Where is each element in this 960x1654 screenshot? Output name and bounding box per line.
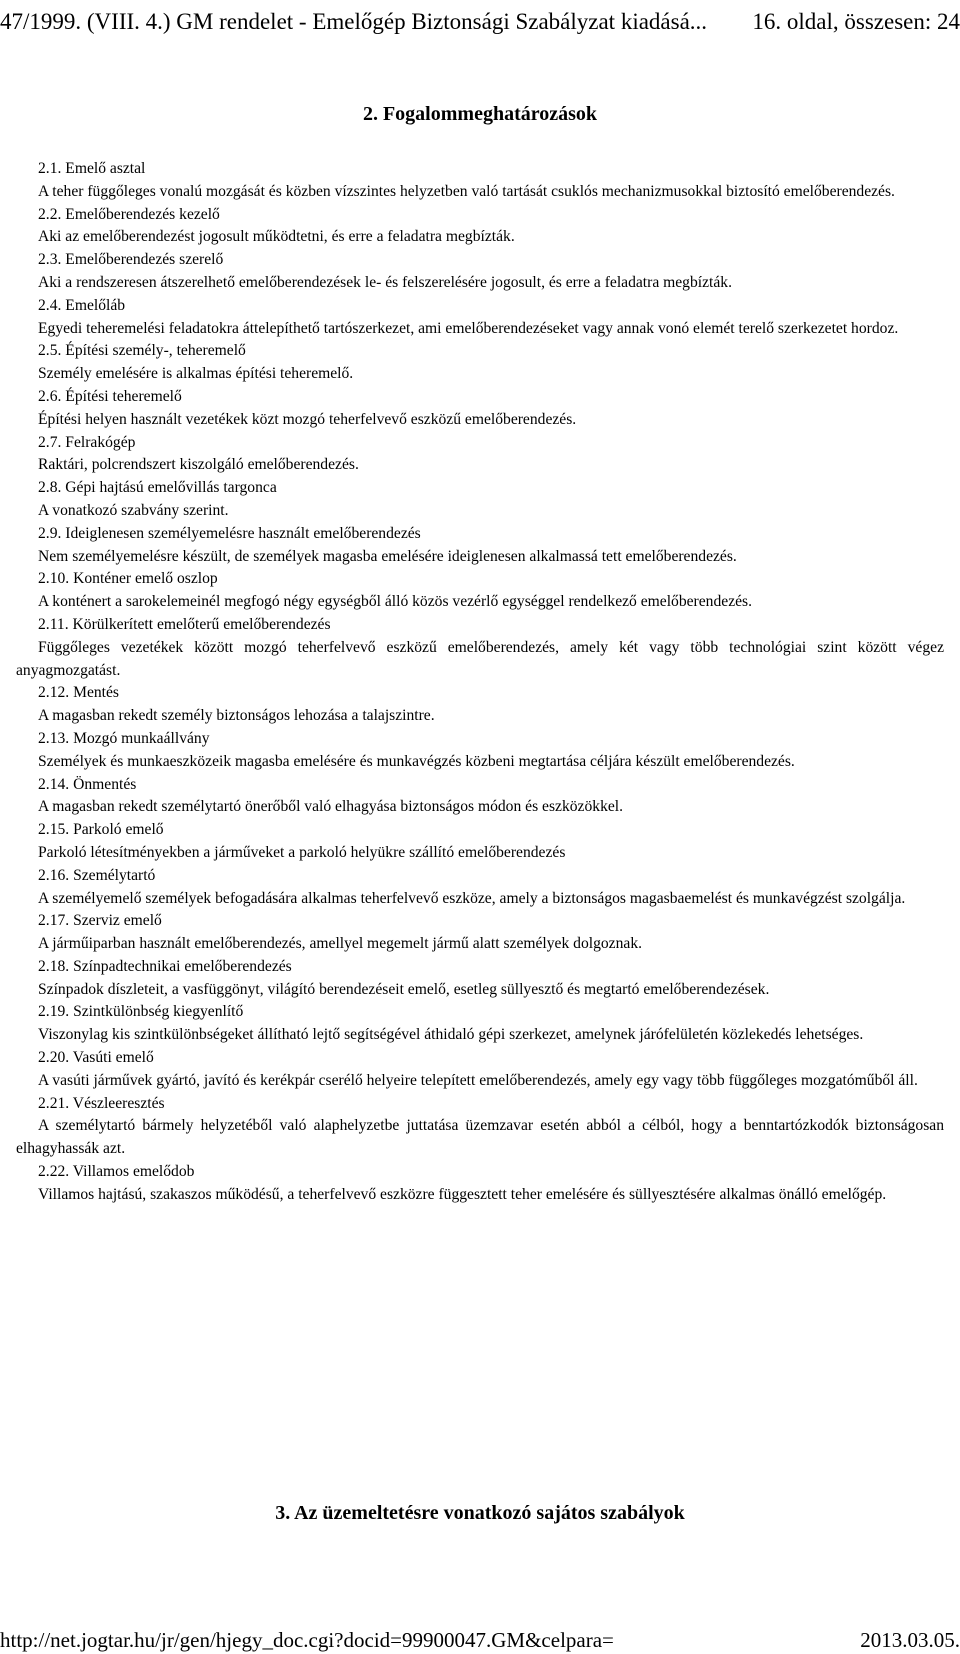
definition-item: [16, 682, 944, 728]
definition-item: [16, 568, 944, 614]
definition-text: Egyedi teheremelési feladatokra áttelepíthető tartószerkezet, ami emelőberendezéseket vagy annak vonó elemét terelő szerkezetet hordoz.: [38, 319, 899, 337]
definition-item: [16, 158, 944, 204]
definition-item: [16, 1047, 944, 1093]
definition-title: 2.14. Önmentés: [38, 775, 137, 793]
definition-title: 2.17. Szerviz emelő: [38, 912, 162, 930]
definition-title: 2.9. Ideiglenesen személyemelésre használt emelőberendezés: [38, 524, 421, 542]
definition-title: 2.8. Gépi hajtású emelővillás targonca: [38, 479, 277, 497]
definition-title: 2.7. Felrakógép: [38, 433, 136, 451]
definition-text: Személyek és munkaeszközeik magasba emelésére és munkavégzés közbeni megtartása céljára készült emelőberendezés.: [38, 752, 795, 770]
definition-text: A magasban rekedt személytartó önerőből való elhagyása biztonságos módon és eszközökkel.: [38, 798, 624, 816]
page-header: [0, 4, 960, 40]
definition-text: Függőleges vezetékek között mozgó teherfelvevő eszközű emelőberendezés, amely két vagy több technológiai szint között végez anyagmozgatást.: [16, 638, 944, 679]
definition-title: 2.4. Emelőláb: [38, 296, 126, 314]
definition-text: Villamos hajtású, szakaszos működésű, a teherfelvevő eszközre függesztett teher emelésére és süllyesztésére alkalmas önálló emelőgép.: [38, 1185, 887, 1203]
definition-text: Viszonylag kis szintkülönbségeket állítható lejtő segítségével áthidaló gépi szerkezet, amelynek járófelületén közlekedés lehetséges.: [38, 1026, 864, 1044]
definition-text: Parkoló létesítményekben a járműveket a parkoló helyükre szállító emelőberendezés: [38, 843, 566, 861]
definition-title: 2.21. Vészleeresztés: [38, 1094, 165, 1112]
definition-item: [16, 865, 944, 911]
definition-title: 2.18. Színpadtechnikai emelőberendezés: [38, 957, 292, 975]
document-title: 47/1999. (VIII. 4.) GM rendelet - Emelőgép Biztonsági Szabályzat kiadásá...: [0, 9, 708, 34]
definition-title: 2.6. Építési teheremelő: [38, 387, 182, 405]
definition-title: 2.2. Emelőberendezés kezelő: [38, 205, 220, 223]
definition-text: A magasban rekedt személy biztonságos lehozása a talajszintre.: [38, 707, 435, 725]
definition-item: [16, 819, 944, 865]
definition-title: 2.3. Emelőberendezés szerelő: [38, 251, 224, 269]
definition-title: 2.10. Konténer emelő oszlop: [38, 570, 218, 588]
definition-text: A konténert a sarokelemeinél megfogó négy egységből álló közös vezérlő egységgel rendelkező emelőberendezés.: [38, 593, 752, 611]
definition-title: 2.19. Szintkülönbség kiegyenlítő: [38, 1003, 244, 1021]
definition-item: [16, 295, 944, 341]
definition-item: [16, 910, 944, 956]
section-heading-operation-rules: 3. Az üzemeltetésre vonatkozó sajátos szabályok: [275, 1502, 685, 1524]
definition-text: A személyemelő személyek befogadására alkalmas teherfelvevő eszköze, amely a biztonságos magasbaemelést és munkavégzést szolgálja.: [38, 889, 906, 907]
page-number: 16. oldal, összesen: 24: [752, 9, 960, 34]
definition-title: 2.22. Villamos emelődob: [38, 1163, 195, 1181]
section-heading-definitions: 2. Fogalommeghatározások: [362, 103, 598, 125]
definition-text: Nem személyemelésre készült, de személyek magasba emelésére ideiglenesen alkalmassá tett emelőberendezés.: [38, 547, 737, 565]
definition-text: Aki a rendszeresen átszerelhető emelőberendezések le- és felszerelésére jogosult, és erre a feladatra megbízták.: [38, 273, 732, 291]
definition-item: [16, 523, 944, 569]
definition-title: 2.12. Mentés: [38, 684, 119, 702]
definition-item: [16, 1093, 944, 1161]
definition-text: Építési helyen használt vezetékek közt mozgó teherfelvevő eszközű emelőberendezés.: [38, 410, 577, 428]
definition-item: [16, 432, 944, 478]
definition-item: [16, 1001, 944, 1047]
definition-item: [16, 1161, 944, 1207]
definition-text: Színpadok díszleteit, a vasfüggönyt, világító berendezéseit emelő, esetleg süllyesztő és megtartó emelőberendezések.: [38, 980, 770, 998]
definition-text: Személy emelésére is alkalmas építési teheremelő.: [38, 365, 354, 383]
definition-text: A vasúti járművek gyártó, javító és kerékpár cserélő helyeire telepített emelőberendezés, amely egy vagy több függőleges mozgatóműből áll.: [38, 1071, 918, 1089]
definition-text: Raktári, polcrendszert kiszolgáló emelőberendezés.: [38, 456, 359, 474]
definition-title: 2.20. Vasúti emelő: [38, 1049, 154, 1067]
source-url: http://net.jogtar.hu/jr/gen/hjegy_doc.cgi?docid=99900047.GM&celpara=: [0, 1628, 614, 1652]
definition-text: Aki az emelőberendezést jogosult működtetni, és erre a feladatra megbízták.: [38, 228, 515, 246]
definition-text: A járműiparban használt emelőberendezés, amellyel megemelt jármű alatt személyek dolgoznak.: [38, 935, 643, 953]
definition-title: 2.13. Mozgó munkaállvány: [38, 729, 210, 747]
definition-item: [16, 774, 944, 820]
definition-title: 2.1. Emelő asztal: [38, 160, 146, 177]
definition-item: [16, 386, 944, 432]
definition-item: [16, 204, 944, 250]
definition-text: A személytartó bármely helyzetéből való alaphelyzetbe juttatása üzemzavar esetén abból a célból, hogy a benntartózkodók biztonságosan elhagyhassák azt.: [16, 1117, 944, 1158]
definition-item: [16, 956, 944, 1002]
page-footer: [0, 1626, 960, 1654]
definition-text: A vonatkozó szabvány szerint.: [38, 501, 229, 519]
definition-item: [16, 340, 944, 386]
print-date: 2013.03.05.: [860, 1628, 960, 1652]
definition-title: 2.16. Személytartó: [38, 866, 156, 884]
definition-title: 2.11. Körülkerített emelőterű emelőberendezés: [38, 615, 331, 633]
definition-item: [16, 614, 944, 682]
definition-title: 2.15. Parkoló emelő: [38, 821, 164, 839]
definition-item: [16, 728, 944, 774]
definition-text: A teher függőleges vonalú mozgását és közben vízszintes helyzetben való tartását csuklós mechanizmusokkal biztosító emelőberendezés.: [38, 182, 895, 200]
definitions-list: [16, 158, 944, 1207]
definition-item: [16, 249, 944, 295]
definition-item: [16, 477, 944, 523]
definition-title: 2.5. Építési személy-, teheremelő: [38, 342, 246, 360]
